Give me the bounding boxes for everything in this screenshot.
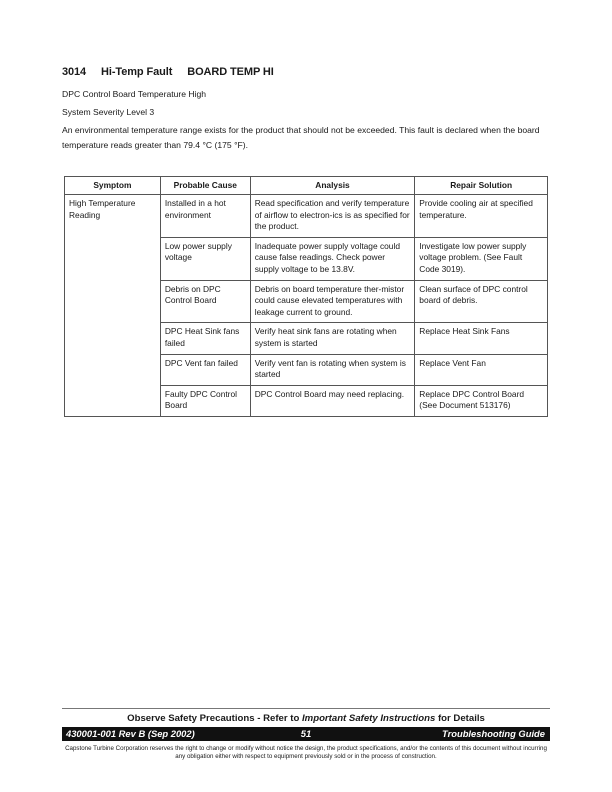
- cause-cell: Debris on DPC Control Board: [160, 280, 250, 323]
- table-header-row: [65, 177, 548, 195]
- table-row: [65, 195, 548, 238]
- footer-bar: [62, 727, 550, 741]
- solution-cell: Replace DPC Control Board (See Document 513176): [415, 385, 548, 416]
- header-analysis: Analysis: [250, 177, 415, 195]
- fault-subtitle: DPC Control Board Temperature High: [62, 89, 207, 99]
- fault-code: 3014: [62, 66, 87, 78]
- troubleshooting-table: [64, 176, 548, 417]
- cause-cell: Faulty DPC Control Board: [160, 385, 250, 416]
- analysis-cell: Inadequate power supply voltage could cause false readings. Check power supply voltage to be 13.8V.: [250, 237, 415, 280]
- cause-cell: DPC Vent fan failed: [160, 354, 250, 385]
- analysis-cell: Verify vent fan is rotating when system is started: [250, 354, 415, 385]
- guide-title: Troubleshooting Guide: [442, 728, 545, 739]
- analysis-cell: Debris on board temperature ther-mistor could cause elevated temperatures with leakage current to ground.: [250, 280, 415, 323]
- solution-cell: Replace Heat Sink Fans: [415, 323, 548, 354]
- legal-disclaimer: Capstone Turbine Corporation reserves the right to change or modify without notice the design, the product specifications, and/or the contents of this document without incurring any obligation either with respect to equipment previously sold or in the process of construction.: [65, 745, 547, 760]
- solution-cell: Replace Vent Fan: [415, 354, 548, 385]
- solution-cell: Clean surface of DPC control board of debris.: [415, 280, 548, 323]
- severity-level: System Severity Level 3: [62, 107, 155, 117]
- safety-suffix: for Details: [437, 713, 485, 724]
- footer-divider: [62, 708, 550, 709]
- symptom-cell: High Temperature Reading: [65, 195, 161, 417]
- fault-description: An environmental temperature range exists for the product that should not be exceeded. This fault is declared when the board temperature reads greater than 79.4 °C (175 °F).: [62, 125, 540, 150]
- cause-cell: DPC Heat Sink fans failed: [160, 323, 250, 354]
- analysis-cell: Read specification and verify temperature of airflow to electron-ics is as specified for the product.: [250, 195, 415, 238]
- analysis-cell: Verify heat sink fans are rotating when system is started: [250, 323, 415, 354]
- cause-cell: Installed in a hot environment: [160, 195, 250, 238]
- page-number: 51: [300, 728, 312, 739]
- safety-prefix: Observe Safety Precautions - Refer to: [127, 713, 300, 724]
- header-probable-cause: Probable Cause: [160, 177, 250, 195]
- fault-label: BOARD TEMP HI: [187, 66, 274, 78]
- fault-name: Hi-Temp Fault: [101, 66, 173, 78]
- header-repair-solution: Repair Solution: [415, 177, 548, 195]
- solution-cell: Provide cooling air at specified temperature.: [415, 195, 548, 238]
- header-symptom: Symptom: [65, 177, 161, 195]
- solution-cell: Investigate low power supply voltage problem. (See Fault Code 3019).: [415, 237, 548, 280]
- analysis-cell: DPC Control Board may need replacing.: [250, 385, 415, 416]
- safety-notice: [0, 713, 612, 724]
- document-id: 430001-001 Rev B (Sep 2002): [66, 728, 195, 739]
- fault-heading: [62, 66, 274, 78]
- safety-instructions-title: Important Safety Instructions: [302, 713, 436, 724]
- cause-cell: Low power supply voltage: [160, 237, 250, 280]
